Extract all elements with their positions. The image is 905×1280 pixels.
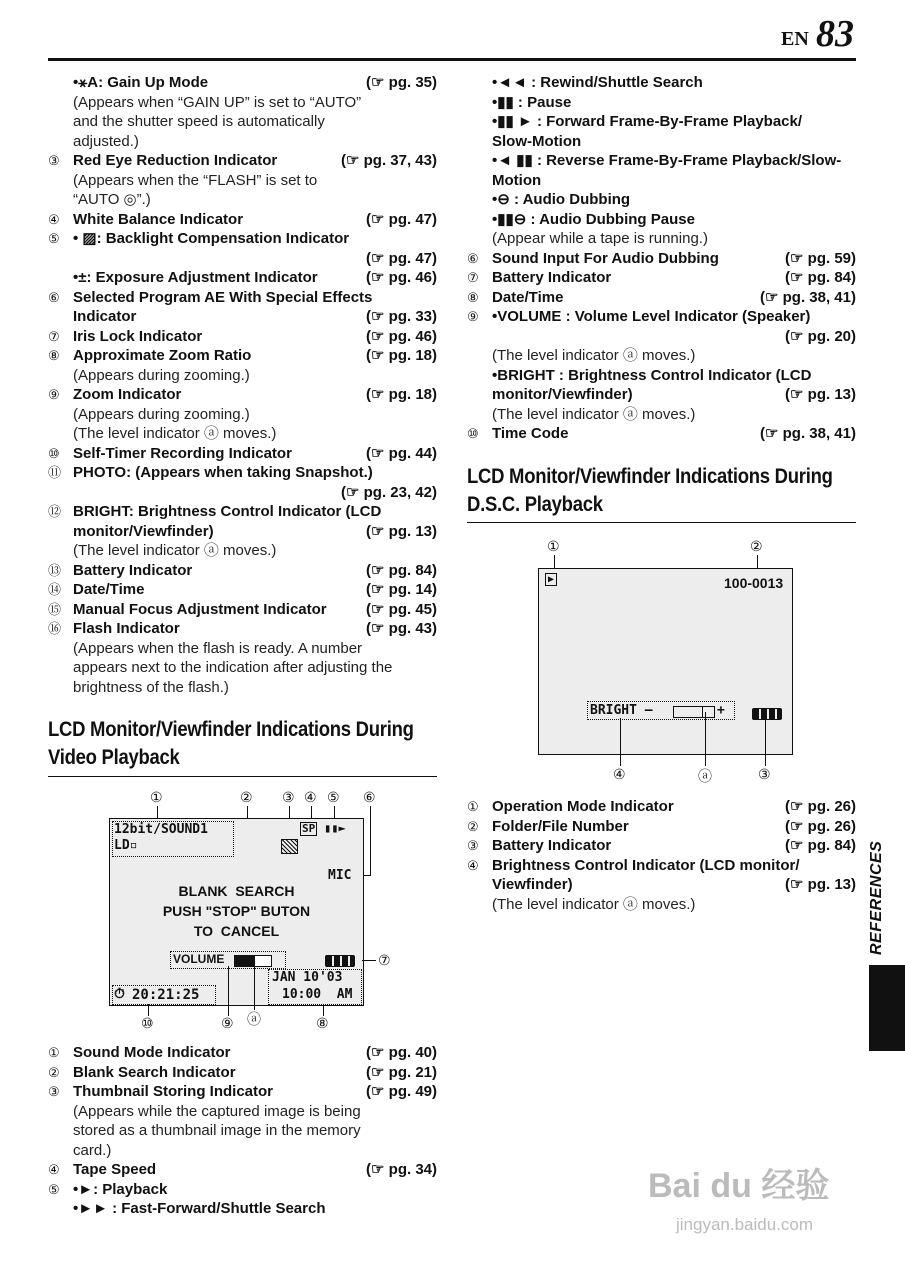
list-item [48,151,437,210]
callout-2: ② [750,538,763,554]
item-title: Thumbnail Storing Indicator [73,1083,273,1100]
list-item [467,307,856,327]
item-note: (The level indicator ⓐ moves.) [492,405,696,423]
page-reference: (☞ pg. 38, 41) [760,288,856,306]
item-title: •VOLUME : Volume Level Indicator (Speaker) [492,308,811,325]
item-title: Time Code [492,425,569,442]
page-reference: (☞ pg. 84) [785,269,856,286]
page-reference: (☞ pg. 13) [366,522,437,540]
item-title: Sound Input For Audio Dubbing [492,249,719,267]
page-reference: (☞ pg. 13) [785,876,856,893]
callout-7: ⑦ [378,952,391,968]
item-title: •►: Playback [73,1180,168,1198]
list-item [48,327,437,347]
watermark-logo: Bai du 经验 [648,1167,830,1205]
list-item [467,327,856,366]
item-note: (Appears during zooming.) [73,366,250,384]
play-status-icon: ▮▮► [324,821,346,835]
item-title: •◄◄ : Rewind/Shuttle Search [492,74,703,91]
list-item [467,385,856,424]
page-number: 83 [816,13,854,55]
item-note: (Appears when the flash is ready. A number [73,639,363,657]
item-number: ⑤ [48,1181,60,1197]
list-item [48,522,437,561]
page-reference: (☞ pg. 18) [366,386,437,403]
item-note: brightness of the flash.) [73,678,229,696]
item-title: •±: Exposure Adjustment Indicator [73,269,318,286]
item-note: (The level indicator ⓐ moves.) [73,542,277,559]
time-text: 10:00 AM [282,987,353,1002]
callout-8: ⑧ [316,1015,329,1031]
list-item [48,444,437,464]
item-title: Iris Lock Indicator [73,327,203,345]
page-reference: (☞ pg. 20) [785,327,856,345]
page-reference: (☞ pg. 34) [366,1161,437,1178]
list-item [48,249,437,269]
blank-search-msg-1: BLANK SEARCH [178,883,295,899]
references-side-label: REFERENCES [868,840,885,955]
right-list-b [467,797,856,914]
item-note: adjusted.) [73,132,139,150]
item-title: Self-Timer Recording Indicator [73,444,292,462]
item-number: ⑪ [48,465,62,480]
page-reference: (☞ pg. 49) [366,1083,437,1100]
page-reference: (☞ pg. 13) [785,386,856,403]
page-reference: (☞ pg. 84) [366,561,437,579]
item-title: Selected Program AE With Special Effects [73,288,373,306]
blank-search-msg-2: PUSH "STOP" BUTON [162,903,311,919]
list-item [467,856,856,876]
item-note: (Appears when the “FLASH” is set to [73,171,318,189]
list-item [48,1063,437,1083]
callout-9: ⑨ [221,1015,234,1031]
item-number: ④ [48,1162,60,1177]
list-item [467,836,856,856]
item-number: ③ [48,1084,60,1099]
item-title: Blank Search Indicator [73,1063,236,1081]
sound-mode-text: 12bit/SOUND1 [114,822,208,837]
item-note: (The level indicator ⓐ moves.) [73,425,277,442]
timecode-text: 20:21:25 [132,987,200,1003]
tape-speed-badge: SP [302,822,316,835]
item-note: (Appears during zooming.) [73,405,250,423]
item-title: PHOTO: (Appears when taking Snapshot.) [73,464,373,481]
section-title-dsc [467,463,833,519]
item-title: Red Eye Reduction Indicator [73,152,278,169]
list-item [48,210,437,230]
item-title: Battery Indicator [73,561,193,579]
left-list-b [48,1043,437,1219]
item-title: Battery Indicator [492,837,612,854]
page-reference: (☞ pg. 14) [366,581,437,598]
page-reference: (☞ pg. 23, 42) [341,483,437,501]
item-note: appears next to the indication after adjusting the [73,659,393,676]
volume-label: VOLUME [173,952,225,966]
list-item [48,463,437,483]
item-title: Manual Focus Adjustment Indicator [73,600,327,618]
section-title-line: LCD Monitor/Viewfinder Indications During [48,718,414,741]
page-reference: (☞ pg. 26) [785,798,856,815]
header-language: EN [781,28,809,50]
item-note: “AUTO ◎”.) [73,191,151,208]
callout-1: ① [150,789,163,805]
list-item [48,229,437,249]
item-number: ⑬ [48,562,62,578]
blank-search-msg-3: TO CANCEL [193,923,280,939]
page-reference: (☞ pg. 43) [366,620,437,637]
item-number: ⑨ [467,309,479,324]
list-item [48,1160,437,1180]
item-note: stored as a thumbnail image in the memory [73,1122,361,1139]
item-note: (The level indicator ⓐ moves.) [492,347,696,364]
folder-file-number: 100-0013 [724,575,784,591]
item-number: ⑩ [48,445,60,461]
item-title: Indicator [73,308,137,325]
dsc-screen [538,568,793,755]
item-title: Approximate Zoom Ratio [73,347,252,364]
page-reference: (☞ pg. 46) [366,269,437,286]
item-title: Date/Time [73,581,145,598]
callout-3: ③ [758,766,771,782]
item-title: Tape Speed [73,1161,157,1178]
section-rule [48,776,437,777]
item-title: Operation Mode Indicator [492,798,674,815]
bright-label: BRIGHT – [590,703,653,718]
item-note: and the shutter speed is automatically [73,113,325,130]
callout-10: ⑩ [141,1015,154,1031]
item-title: Viewfinder) [492,876,573,893]
item-number: ⑤ [48,231,60,246]
item-title: Battery Indicator [492,269,612,286]
list-item [467,366,856,386]
page-reference: (☞ pg. 18) [366,347,437,364]
list-item [48,561,437,581]
right-list-a [467,73,856,444]
item-number: ⑧ [467,289,479,305]
item-title: •▮▮ ► : Forward Frame-By-Frame Playback/ [492,113,803,130]
list-item [48,288,437,308]
list-item [48,619,437,697]
item-number: ⑭ [48,582,62,597]
section-title-line: Video Playback [48,746,180,769]
page-reference: (☞ pg. 26) [785,817,856,835]
item-number: ⑥ [467,250,479,266]
callout-1: ① [547,538,560,554]
item-title: White Balance Indicator [73,210,244,228]
item-title: •⚹A: Gain Up Mode [73,74,209,91]
page-reference: (☞ pg. 47) [366,249,437,267]
list-item [48,73,437,151]
item-title: •◄ ▮▮ : Reverse Frame-By-Frame Playback/Slow- [492,152,842,169]
page-reference: (☞ pg. 59) [785,249,856,267]
item-number: ⑮ [48,601,62,617]
page-reference: (☞ pg. 21) [366,1063,437,1081]
item-number: ① [467,799,479,814]
volume-level-bar [234,955,272,967]
video-screen [109,818,364,1006]
item-number: ⑦ [48,328,60,344]
list-item [467,210,856,249]
item-title: Slow-Motion [492,132,582,150]
page-reference: (☞ pg. 35) [366,74,437,91]
item-title: Folder/File Number [492,817,629,835]
item-title: •►► : Fast-Forward/Shuttle Search [73,1200,326,1217]
list-item [48,600,437,620]
section-rule [467,522,856,523]
item-title: monitor/Viewfinder) [492,386,633,403]
item-number: ⑨ [48,387,60,402]
page-reference: (☞ pg. 46) [366,327,437,345]
list-item [467,249,856,269]
callout-a: ⓐ [247,1011,261,1027]
item-number: ⑥ [48,289,60,305]
list-item [48,346,437,385]
list-item [467,93,856,113]
list-item [467,151,856,171]
callout-6: ⑥ [363,789,376,805]
bright-level-bar [673,706,715,718]
item-title: • ▨: Backlight Compensation Indicator [73,230,350,247]
callout-5: ⑤ [327,789,340,805]
list-item [467,288,856,308]
list-item [48,1082,437,1160]
operation-mode-icon: ▶ [545,573,557,586]
section-title-line: LCD Monitor/Viewfinder Indications During [467,465,833,488]
item-number: ⑯ [48,621,62,636]
item-number: ③ [48,153,60,168]
item-title: monitor/Viewfinder) [73,522,214,540]
page-reference: (☞ pg. 40) [366,1044,437,1061]
item-title: •▮▮ : Pause [492,93,572,111]
callout-3: ③ [282,789,295,805]
callout-4: ④ [613,766,626,782]
battery-icon [752,708,782,720]
section-title-line: D.S.C. Playback [467,493,603,516]
item-number: ② [48,1064,60,1080]
list-item [48,385,437,444]
list-item [48,502,437,522]
list-item [467,112,856,132]
item-title: •▮▮⊖ : Audio Dubbing Pause [492,210,695,228]
header-rule [48,58,856,61]
item-title: Date/Time [492,288,564,306]
mic-text: MIC [328,868,352,883]
item-number: ⑧ [48,348,60,363]
item-number: ② [467,818,479,834]
list-item [48,307,437,327]
page-reference: (☞ pg. 47) [366,210,437,228]
page-reference: (☞ pg. 38, 41) [760,425,856,442]
list-item [467,171,856,191]
timecode-icon: ⏱ [114,986,125,1002]
date-text: JAN 10'03 [272,970,343,985]
item-number: ⑩ [467,426,479,441]
item-title: Brightness Control Indicator (LCD monitor/ [492,856,800,874]
list-item [467,73,856,93]
item-number: ③ [467,838,479,853]
list-item [48,1180,437,1200]
list-item [467,268,856,288]
battery-icon [325,955,355,967]
list-item [48,1199,437,1219]
page-reference: (☞ pg. 44) [366,444,437,462]
left-list-a [48,73,437,697]
item-title: BRIGHT: Brightness Control Indicator (LCD [73,503,382,520]
list-item [467,817,856,837]
section-title-video [48,716,414,772]
item-number: ⑦ [467,270,479,285]
list-item [48,268,437,288]
item-note: (The level indicator ⓐ moves.) [492,895,696,913]
list-item [48,1043,437,1063]
item-title: Flash Indicator [73,620,180,637]
item-note: (Appears while the captured image is being [73,1102,361,1120]
thumbnail-icon [281,839,298,854]
list-item [48,483,437,503]
ld-text: LD▫ [114,838,138,853]
item-title: Motion [492,171,542,189]
page-reference: (☞ pg. 45) [366,600,437,618]
item-note: (Appear while a tape is running.) [492,230,708,247]
item-title: Sound Mode Indicator [73,1044,231,1061]
references-side-tab [869,965,905,1051]
list-item [467,132,856,152]
item-number: ④ [467,857,479,873]
callout-4: ④ [304,789,317,805]
list-item [48,580,437,600]
item-note: (Appears when “GAIN UP” is set to “AUTO” [73,93,362,111]
page-reference: (☞ pg. 84) [785,837,856,854]
item-number: ⑫ [48,504,62,519]
item-title: Zoom Indicator [73,386,182,403]
list-item [467,424,856,444]
callout-2: ② [240,789,253,805]
item-number: ④ [48,211,60,227]
callout-a: ⓐ [698,768,712,784]
item-number: ① [48,1045,60,1060]
page-reference: (☞ pg. 33) [366,308,437,325]
page-reference: (☞ pg. 37, 43) [341,152,437,169]
watermark-url: jingyan.baidu.com [676,1215,814,1234]
list-item [467,190,856,210]
list-item [467,797,856,817]
list-item [467,875,856,914]
bright-plus: + [717,703,725,718]
item-title: •BRIGHT : Brightness Control Indicator (LCD [492,366,812,384]
item-title: •⊖ : Audio Dubbing [492,191,631,208]
item-note: card.) [73,1141,112,1159]
